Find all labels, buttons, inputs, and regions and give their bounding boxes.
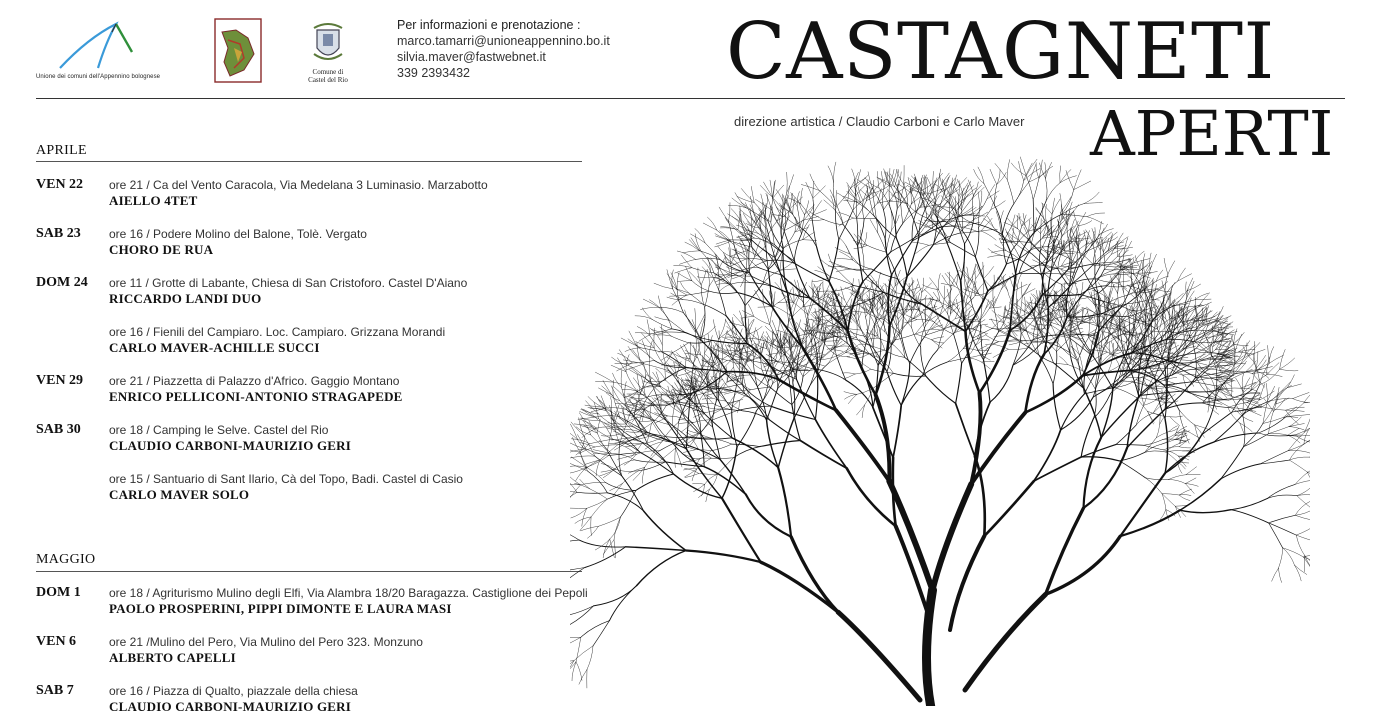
info-title: Per informazioni e prenotazione : <box>397 18 581 32</box>
month-rule <box>36 571 582 572</box>
event-day: VEN 22 <box>36 177 84 192</box>
event-where: ore 21 /Mulino del Pero, Via Mulino del Pero 323. Monzuno <box>109 635 423 649</box>
event-where: ore 21 / Ca del Vento Caracola, Via Medelana 3 Luminasio. Marzabotto <box>109 178 488 192</box>
title-aperti: APERTI <box>1090 97 1334 170</box>
contact-info <box>397 17 610 81</box>
email-link-2[interactable]: silvia.maver@fastwebnet.it <box>397 50 546 64</box>
event-item <box>36 177 596 213</box>
event-item <box>36 471 596 507</box>
month-heading-maggio: MAGGIO <box>36 552 96 567</box>
event-day: VEN 29 <box>36 373 84 388</box>
event-where: ore 16 / Podere Molino del Balone, Tolè. Vergato <box>109 227 367 241</box>
event-performer: ALBERTO CAPELLI <box>109 650 236 665</box>
event-performer: ENRICO PELLICONI-ANTONIO STRAGAPEDE <box>109 389 403 404</box>
event-day: SAB 30 <box>36 422 81 437</box>
event-where: ore 18 / Camping le Selve. Castel del Rio <box>109 423 329 437</box>
event-item <box>36 422 596 458</box>
savena-idice-logo <box>214 18 262 82</box>
event-performer: CHORO DE RUA <box>109 242 214 257</box>
event-day: SAB 23 <box>36 226 81 241</box>
event-item <box>36 634 596 670</box>
artistic-direction: direzione artistica / Claudio Carboni e Carlo Maver <box>734 114 1025 129</box>
event-item <box>36 585 596 621</box>
event-item <box>36 275 596 311</box>
chestnut-tree-illustration <box>570 140 1310 706</box>
month-heading-aprile: APRILE <box>36 143 87 158</box>
title-castagneti: CASTAGNETI <box>726 7 1275 97</box>
mountain-logo-icon <box>58 18 158 74</box>
month-rule <box>36 161 582 162</box>
event-day: SAB 7 <box>36 683 74 698</box>
coat-of-arms-icon <box>308 18 348 66</box>
event-performer: AIELLO 4TET <box>109 193 198 208</box>
event-where: ore 11 / Grotte di Labante, Chiesa di San Cristoforo. Castel D'Aiano <box>109 276 468 290</box>
event-performer: CARLO MAVER SOLO <box>109 487 250 502</box>
phone-number: 339 2393432 <box>397 66 470 80</box>
event-performer: CLAUDIO CARBONI-MAURIZIO GERI <box>109 438 351 453</box>
event-where: ore 21 / Piazzetta di Palazzo d'Africo. Gaggio Montano <box>109 374 400 388</box>
event-day: DOM 24 <box>36 275 88 290</box>
event-item <box>36 226 596 262</box>
event-performer: PAOLO PROSPERINI, PIPPI DIMONTE E LAURA MASI <box>109 601 452 616</box>
union-logo-caption: Unione dei comuni dell'Appennino bolognese <box>36 74 161 80</box>
comune-caption: Comune di Castel del Rio <box>308 68 348 84</box>
event-where: ore 16 / Piazza di Qualto, piazzale della chiesa <box>109 684 358 698</box>
event-day: DOM 1 <box>36 585 81 600</box>
event-performer: CARLO MAVER-ACHILLE SUCCI <box>109 340 320 355</box>
email-link-1[interactable]: marco.tamarri@unioneappennino.bo.it <box>397 34 610 48</box>
event-item <box>36 373 596 409</box>
event-where: ore 15 / Santuario di Sant Ilario, Cà del Topo, Badi. Castel di Casio <box>109 472 463 486</box>
event-item <box>36 324 596 360</box>
event-performer: CLAUDIO CARBONI-MAURIZIO GERI <box>109 699 351 714</box>
event-day: VEN 6 <box>36 634 77 649</box>
comune-castel-del-rio-logo <box>300 18 356 84</box>
union-logo <box>36 18 186 82</box>
event-where: ore 16 / Fienili del Campiaro. Loc. Campiaro. Grizzana Morandi <box>109 325 446 339</box>
event-performer: RICCARDO LANDI DUO <box>109 291 262 306</box>
event-where: ore 18 / Agriturismo Mulino degli Elfi, Via Alambra 18/20 Baragazza. Castiglione dei Pepoli <box>109 586 588 600</box>
event-item <box>36 683 596 719</box>
